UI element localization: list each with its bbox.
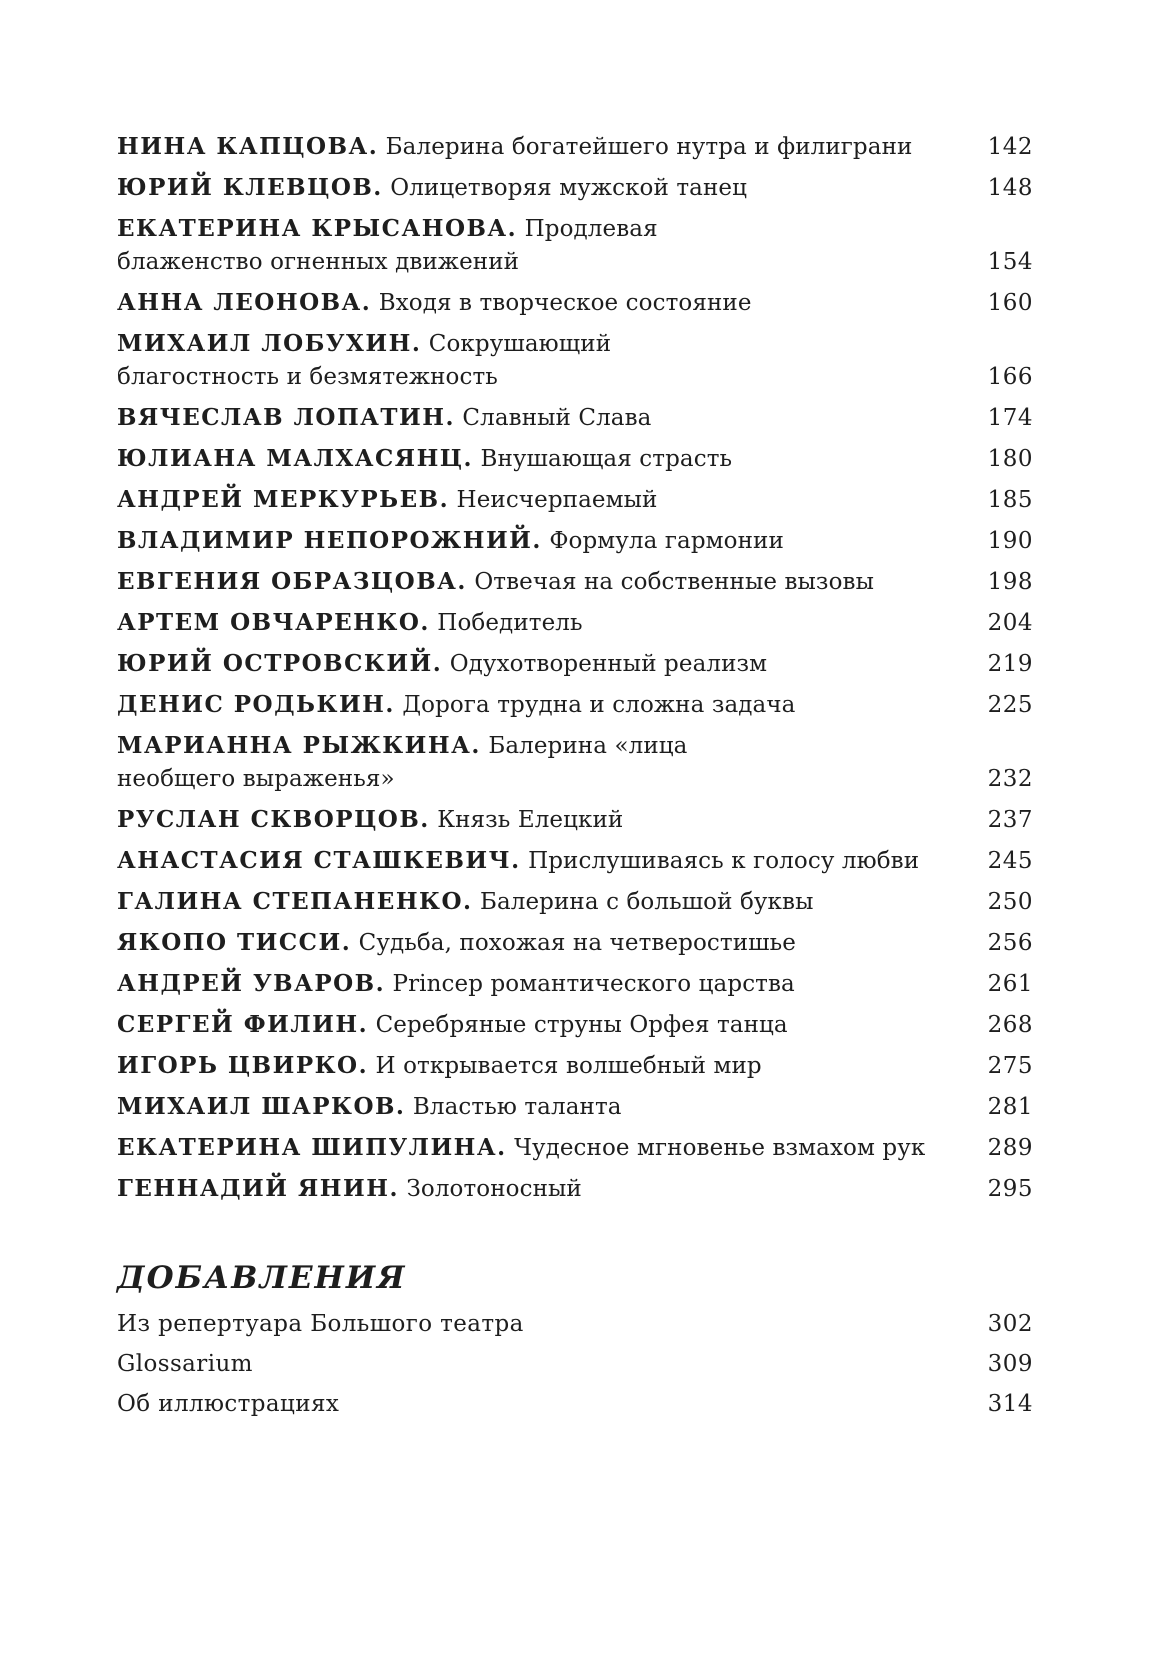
entry-title: Входя в творческое состояние: [378, 290, 752, 316]
entry-name: ЕВГЕНИЯ ОБРАЗЦОВА.: [117, 568, 467, 595]
appendix-entry-title: Glossarium: [117, 1351, 253, 1377]
toc-entry: [117, 212, 1033, 279]
toc-entry: [117, 401, 1033, 435]
appendix-entry: [117, 1308, 1033, 1341]
entry-text: [117, 565, 983, 599]
entry-name: МИХАИЛ ЛОБУХИН.: [117, 330, 422, 357]
toc-entry: [117, 606, 1033, 640]
appendix-heading: ДОБАВЛЕНИЯ: [117, 1260, 407, 1296]
toc-entry: [117, 1090, 1033, 1124]
entry-text: [117, 926, 983, 960]
entry-text: [117, 1131, 983, 1165]
toc-entry: [117, 729, 1033, 796]
entry-name: АРТЕМ ОВЧАРЕНКО.: [117, 609, 430, 636]
appendix-entry: [117, 1388, 1033, 1421]
entry-page-number: 180: [987, 446, 1033, 472]
entry-page-number: 166: [987, 364, 1033, 390]
entry-page-number: 198: [987, 569, 1033, 595]
entry-name: ЕКАТЕРИНА КРЫСАНОВА.: [117, 215, 518, 242]
toc-entry: [117, 885, 1033, 919]
entry-text: [117, 1049, 983, 1083]
toc-entry: [117, 967, 1033, 1001]
entry-text: [117, 1090, 983, 1124]
entry-page-number: 160: [987, 290, 1033, 316]
entry-name: ВЯЧЕСЛАВ ЛОПАТИН.: [117, 404, 455, 431]
entry-text: [117, 1172, 983, 1206]
entry-page-number: 185: [987, 487, 1033, 513]
entry-page-number: 190: [987, 528, 1033, 554]
entry-title: Внушающая страсть: [480, 446, 733, 472]
entry-page-number: 281: [987, 1094, 1033, 1120]
entry-page-number: 302: [987, 1311, 1033, 1337]
appendix-entry-title: Об иллюстрациях: [117, 1391, 340, 1417]
entry-text: [117, 967, 983, 1001]
entry-title: Princep романтического царства: [392, 971, 795, 997]
entry-page-number: 225: [987, 692, 1033, 718]
entry-name: ЮРИЙ ОСТРОВСКИЙ.: [117, 650, 443, 677]
entry-text: [117, 130, 983, 164]
entry-name: ГЕННАДИЙ ЯНИН.: [117, 1175, 400, 1202]
entry-page-number: 142: [987, 134, 1033, 160]
entry-name: АНДРЕЙ УВАРОВ.: [117, 970, 386, 997]
toc-entry: [117, 327, 1033, 394]
entry-title: Прислушиваясь к голосу любви: [528, 848, 920, 874]
entry-text: [117, 647, 983, 681]
entry-title: Отвечая на собственные вызовы: [474, 569, 874, 595]
entry-title: Балерина богатейшего нутра и филиграни: [385, 134, 913, 160]
entry-page-number: 232: [987, 766, 1033, 792]
entry-text: [117, 483, 983, 517]
entry-name: МАРИАННА РЫЖКИНА.: [117, 732, 481, 759]
entry-title: Князь Елецкий: [437, 807, 624, 833]
table-of-contents: [117, 130, 1033, 1428]
entry-text: [117, 844, 983, 878]
entry-page-number: 314: [987, 1391, 1033, 1417]
entry-title: Золотоносный: [406, 1176, 582, 1202]
entry-title: Одухотворенный реализм: [449, 651, 768, 677]
entry-title: Неисчерпаемый: [456, 487, 658, 513]
entry-title: Сокрушающий благостность и безмятежность: [117, 331, 612, 390]
entry-name: РУСЛАН СКВОРЦОВ.: [117, 806, 430, 833]
entry-page-number: 174: [987, 405, 1033, 431]
toc-entry: [117, 1049, 1033, 1083]
entry-text: [117, 729, 837, 796]
entry-page-number: 268: [987, 1012, 1033, 1038]
entry-page-number: 261: [987, 971, 1033, 997]
entry-title: Формула гармонии: [549, 528, 784, 554]
entry-page-number: 245: [987, 848, 1033, 874]
entry-title: Олицетворяя мужской танец: [390, 175, 747, 201]
entry-page-number: 219: [987, 651, 1033, 677]
entry-page-number: 237: [987, 807, 1033, 833]
entry-page-number: 275: [987, 1053, 1033, 1079]
entry-title: И открывается волшебный мир: [375, 1053, 762, 1079]
entry-name: ЯКОПО ТИССИ.: [117, 929, 352, 956]
toc-entry: [117, 1131, 1033, 1165]
toc-entry: [117, 1172, 1033, 1206]
entry-text: [117, 286, 983, 320]
entry-name: АНАСТАСИЯ СТАШКЕВИЧ.: [117, 847, 521, 874]
entry-name: ДЕНИС РОДЬКИН.: [117, 691, 395, 718]
entry-name: МИХАИЛ ШАРКОВ.: [117, 1093, 406, 1120]
entry-title: Чудесное мгновенье взмахом рук: [514, 1135, 926, 1161]
entry-name: ИГОРЬ ЦВИРКО.: [117, 1052, 369, 1079]
entry-name: ЮРИЙ КЛЕВЦОВ.: [117, 174, 383, 201]
appendix-entry-title: Из репертуара Большого театра: [117, 1311, 524, 1337]
entry-name: АННА ЛЕОНОВА.: [117, 289, 372, 316]
toc-entry: [117, 524, 1033, 558]
entry-text: [117, 885, 983, 919]
entry-title: Продлевая блаженство огненных движений: [117, 216, 658, 275]
entry-title: Властью таланта: [412, 1094, 622, 1120]
toc-entry: [117, 171, 1033, 205]
entry-name: СЕРГЕЙ ФИЛИН.: [117, 1011, 369, 1038]
entry-title: Судьба, похожая на четверостишье: [358, 930, 796, 956]
toc-entry: [117, 647, 1033, 681]
toc-entry: [117, 803, 1033, 837]
entry-title: Балерина «лица необщего выраженья»: [117, 733, 688, 792]
entry-text: [117, 688, 983, 722]
entry-text: [117, 212, 817, 279]
entry-title: Славный Слава: [462, 405, 652, 431]
entry-text: [117, 442, 983, 476]
entry-page-number: 148: [987, 175, 1033, 201]
toc-entry: [117, 130, 1033, 164]
entry-name: ГАЛИНА СТЕПАНЕНКО.: [117, 888, 473, 915]
toc-entry: [117, 565, 1033, 599]
entry-title: Дорога трудна и сложна задача: [402, 692, 796, 718]
entry-page-number: 289: [987, 1135, 1033, 1161]
entry-text: [117, 1008, 983, 1042]
toc-entry: [117, 688, 1033, 722]
entry-name: АНДРЕЙ МЕРКУРЬЕВ.: [117, 486, 450, 513]
entry-text: [117, 606, 983, 640]
entry-page-number: 295: [987, 1176, 1033, 1202]
entry-text: [117, 803, 983, 837]
toc-entry: [117, 1008, 1033, 1042]
toc-entry: [117, 844, 1033, 878]
entry-page-number: 154: [987, 249, 1033, 275]
toc-entry: [117, 442, 1033, 476]
toc-entry: [117, 483, 1033, 517]
toc-entry: [117, 926, 1033, 960]
entry-text: [117, 524, 983, 558]
entry-title: Серебряные струны Орфея танца: [375, 1012, 788, 1038]
entry-text: [117, 401, 983, 435]
entry-name: ВЛАДИМИР НЕПОРОЖНИЙ.: [117, 527, 542, 554]
appendix-list: [117, 1308, 1033, 1421]
entry-name: ЕКАТЕРИНА ШИПУЛИНА.: [117, 1134, 507, 1161]
appendix-entry: [117, 1348, 1033, 1381]
entry-title: Победитель: [437, 610, 583, 636]
entry-title: Балерина с большой буквы: [479, 889, 814, 915]
entry-text: [117, 327, 817, 394]
toc-entry: [117, 286, 1033, 320]
entry-page-number: 204: [987, 610, 1033, 636]
entry-name: НИНА КАПЦОВА.: [117, 133, 379, 160]
entry-page-number: 250: [987, 889, 1033, 915]
entry-page-number: 309: [987, 1351, 1033, 1377]
entry-text: [117, 171, 983, 205]
entry-page-number: 256: [987, 930, 1033, 956]
entry-name: ЮЛИАНА МАЛХАСЯНЦ.: [117, 445, 474, 472]
